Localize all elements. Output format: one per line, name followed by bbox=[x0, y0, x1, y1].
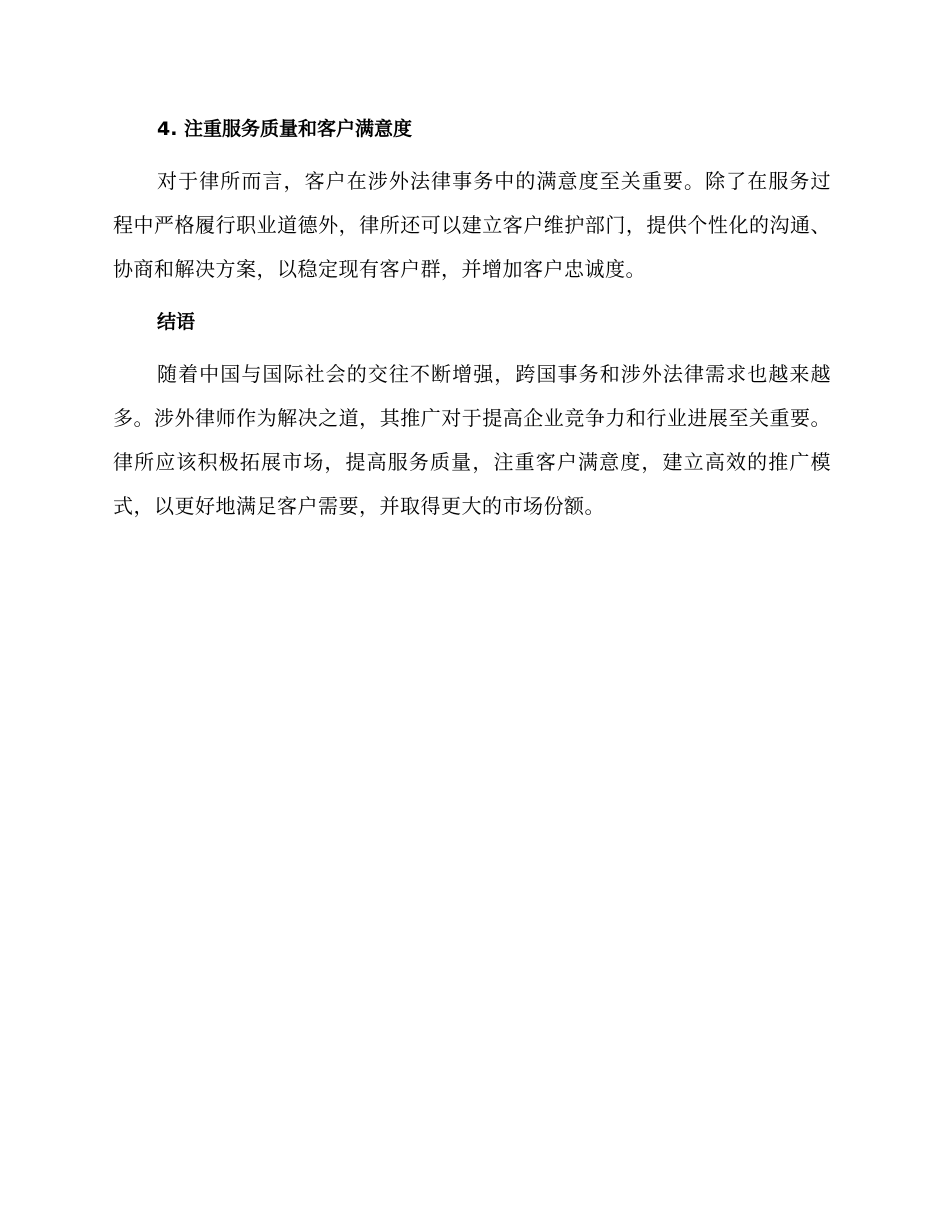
spacer bbox=[113, 341, 831, 352]
document-body bbox=[113, 110, 831, 528]
section-heading-service-quality: 4. 注重服务质量和客户满意度 bbox=[157, 118, 413, 140]
section-paragraph-service-quality: 对于律所而言，客户在涉外法律事务中的满意度至关重要。除了在服务过程中严格履行职业道德外，律所还可以建立客户维护部门，提供个性化的沟通、协商和解决方案，以稳定现有客户群，并增加客户忠诚度。 bbox=[113, 169, 831, 281]
spacer bbox=[113, 148, 831, 159]
spacer bbox=[113, 291, 831, 303]
section-paragraph-conclusion: 随着中国与国际社会的交往不断增强，跨国事务和涉外法律需求也越来越多。涉外律师作为解决之道，其推广对于提高企业竞争力和行业进展至关重要。律所应该积极拓展市场，提高服务质量，注重客户满意度，建立高效的推广模式，以更好地满足客户需要，并取得更大的市场份额。 bbox=[113, 362, 831, 518]
section-heading-conclusion: 结语 bbox=[157, 311, 196, 333]
